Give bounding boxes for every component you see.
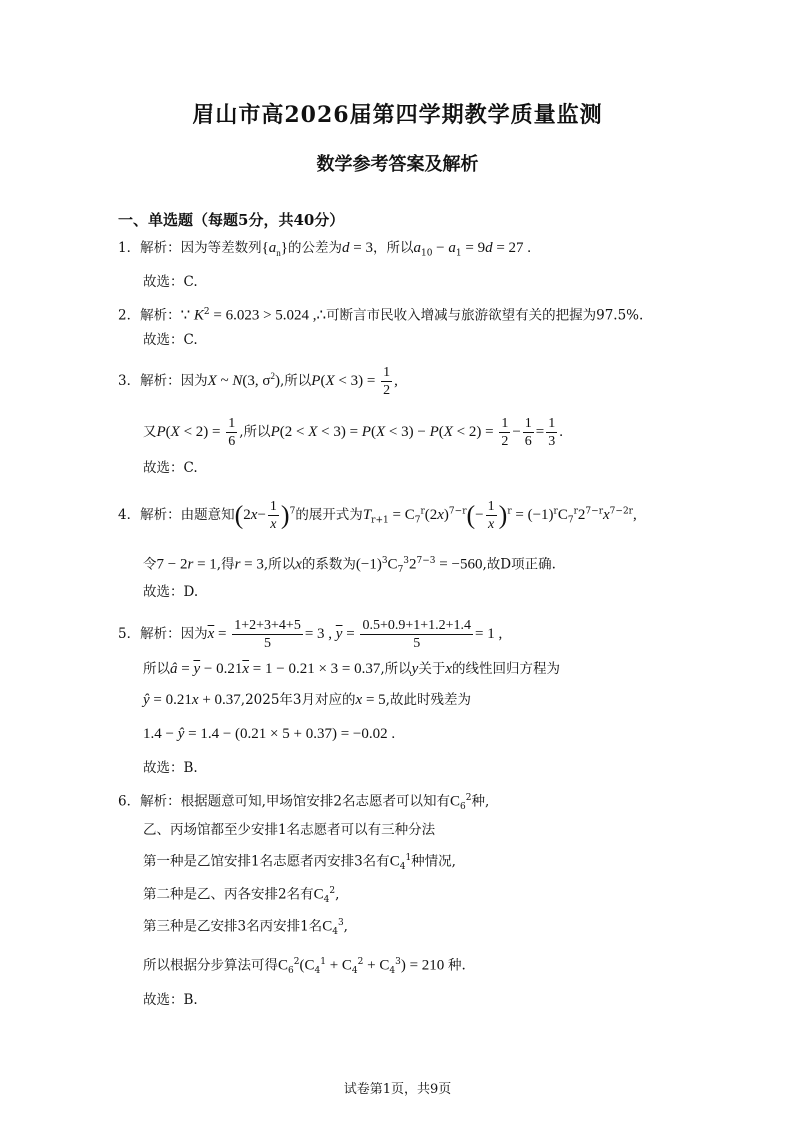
q3-answer: 故选：C. (143, 460, 198, 476)
q4-line1: 4．解析：由题意知(2x− $\frac{1}{x}$ )$^7$的展开式为$T_{r+1} = C_7^r(2x)^{7-r}(-$ $\frac{1}{x}$ )$^r = (-1)^rC_7^r2^{7-r}x^{7-2r}$, (118, 499, 637, 532)
q6-line3: 第一种是乙馆安排1名志愿者丙安排3名有$C_4^1$种情况, (143, 853, 456, 873)
q6-answer: 故选：B. (143, 992, 198, 1008)
q2-answer: 故选：C. (143, 332, 198, 348)
q5-line4: 1.4 − ŷ = 1.4 − (0.21 × 5 + 0.37) = −0.02 . (143, 726, 396, 742)
q5-line1: 5．解析：因为$\overline{x}$ = $\frac{1+2+3+4+5}{5}$ = 3 , $\overline{y}$ = $\frac{0.5+0.9+1+1.2+1.4}{5}$ = 1 , (118, 618, 503, 651)
q3-line1: 3．解析：因为X ~ N(3, $\sigma^2$),所以P(X < 3) = $\frac{1}{2}$ , (118, 365, 398, 398)
q6-line6: 所以根据分步算法可得$C_6^2(C_4^1 + C_4^2 + C_4^3) = 210$ 种. (143, 957, 466, 977)
q4-line2: 令7 − 2r = 1,得r = 3,所以x的系数为$(-1)^3C_7^32^{7-3} = -560$,故D项正确. (143, 556, 556, 576)
q5-answer: 故选：B. (143, 760, 198, 776)
q6-line5: 第三种是乙安排3名丙安排1名$C_4^3$, (143, 918, 348, 938)
page-footer: 试卷第1页，共9页 (343, 1082, 452, 1097)
q3-line2: 又P(X < 2) = $\frac{1}{6}$ ,所以P(2 < X < 3) = P(X < 3) − P(X < 2) = $\frac{1}{2}$ − $\frac{1}{6}$ = $\frac{1}{3}$ . (143, 416, 564, 449)
q1-line1: 1．解析：因为等差数列$\{a_n\}$的公差为d = 3，所以$a_{10} - a_1 = 9d = 27$ . (118, 240, 532, 259)
page-subtitle: 数学参考答案及解析 (316, 154, 479, 175)
q4-answer: 故选：D. (143, 584, 199, 600)
q5-line2: 所以â = $\overline{y} - 0.21\overline{x} = 1 - 0.21 \times 3 = 0.37$,所以y关于x的线性回归方程为 (143, 661, 561, 677)
page-title: 眉山市高2026届第四学期教学质量监测 (192, 102, 603, 128)
q1-answer: 故选：C. (143, 274, 198, 290)
q5-line3: ŷ = 0.21x + 0.37,2025年3月对应的x = 5,故此时残差为 (143, 692, 471, 708)
q6-line1: 6．解析：根据题意可知,甲场馆安排2名志愿者可以知有$C_6^2$种, (118, 793, 490, 813)
q6-line2: 乙、丙场馆都至少安排1名志愿者可以有三种分法 (143, 822, 436, 838)
q6-line4: 第二种是乙、丙各安排2名有$C_4^2$, (143, 886, 340, 906)
section-heading: 一、单选题（每题5分，共40分） (118, 211, 345, 229)
q2-line1: 2．解析：∵ $K^2 = 6.023 > 5.024$ ,∴可断言市民收入增减与旅游欲望有关的把握为97.5%. (118, 307, 644, 324)
